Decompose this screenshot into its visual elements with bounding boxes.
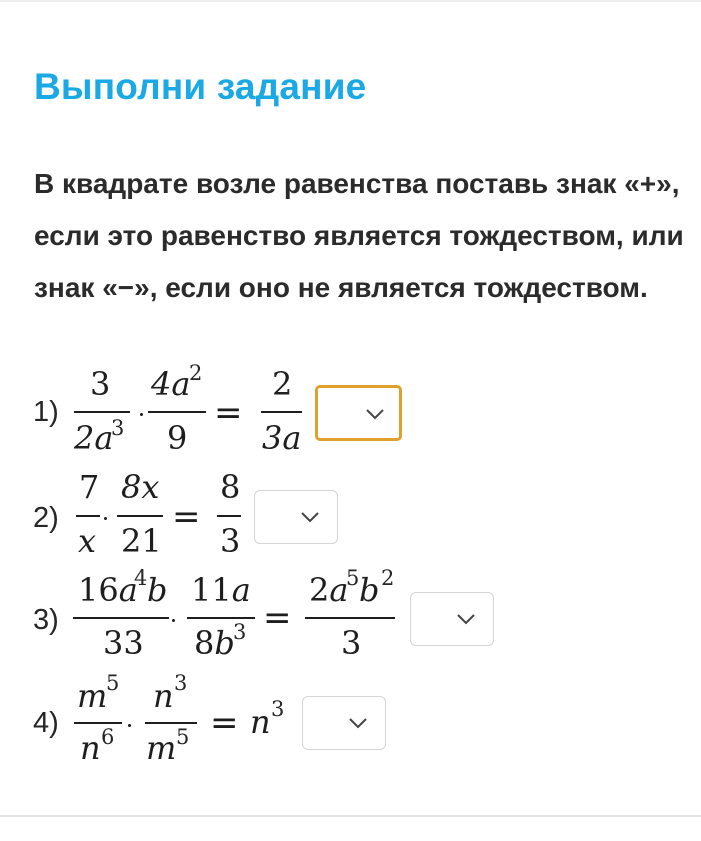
task-number: 1): [33, 396, 59, 428]
task-instruction: В квадрате возле равенства поставь знак «+», если это равенство является тождеством, или знак «−», если оно не является тождеством.: [34, 168, 684, 303]
page-title: Выполни задание: [34, 66, 367, 107]
bottom-divider: [0, 815, 701, 817]
task-number: 2): [33, 502, 59, 534]
answer-select-1[interactable]: [315, 385, 402, 441]
top-divider: [0, 0, 701, 2]
chevron-down-icon: [349, 718, 367, 729]
chevron-down-icon: [366, 409, 384, 420]
task-number: 4): [33, 707, 59, 739]
chevron-down-icon: [457, 614, 475, 625]
task-number: 3): [33, 604, 59, 636]
answer-select-4[interactable]: [302, 696, 386, 750]
answer-select-2[interactable]: [254, 490, 338, 544]
chevron-down-icon: [301, 512, 319, 523]
answer-select-3[interactable]: [410, 592, 494, 646]
